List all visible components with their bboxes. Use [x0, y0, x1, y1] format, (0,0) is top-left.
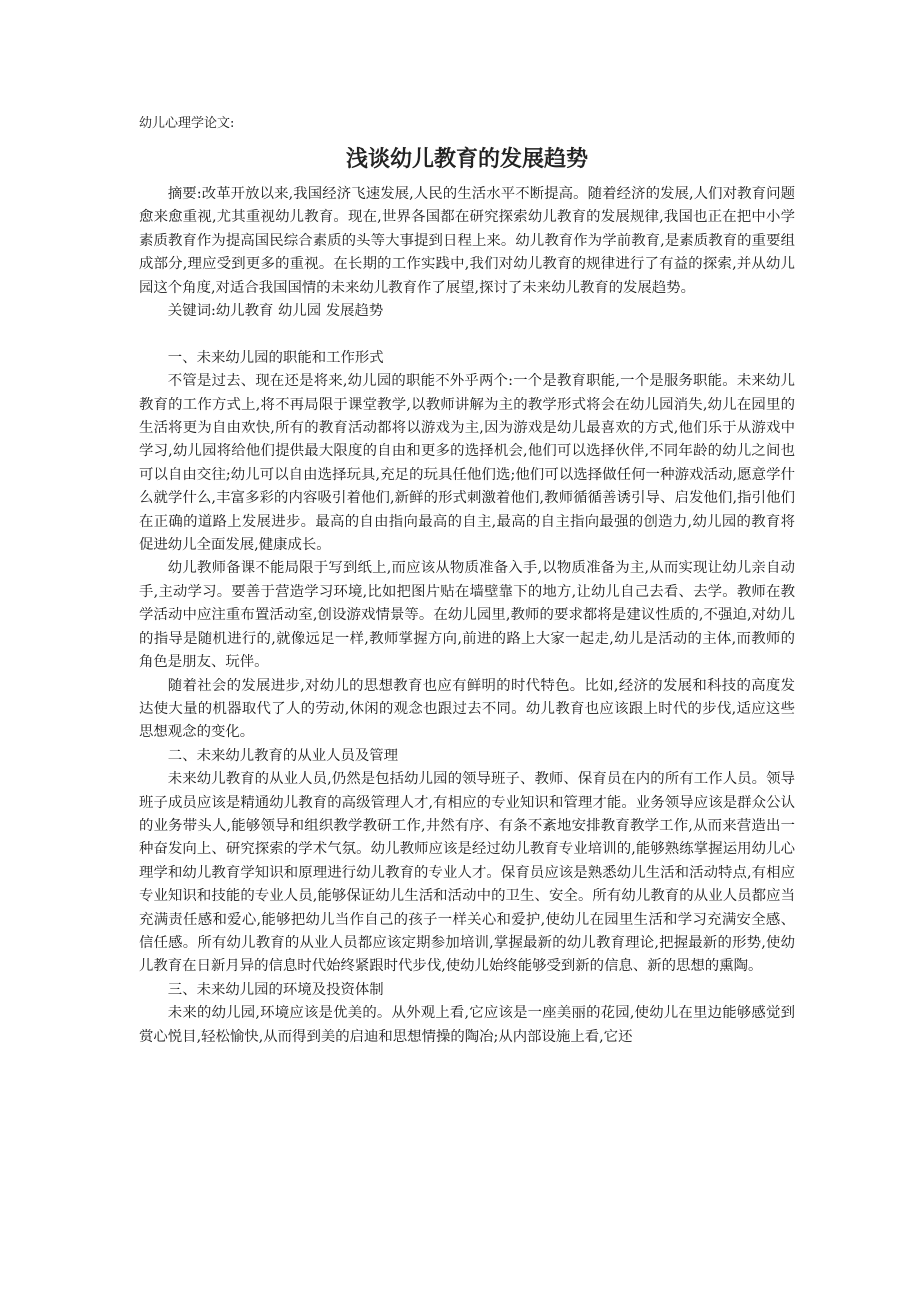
- document-body: [139, 183, 795, 1049]
- section-heading-2: 二、未来幼儿教育的从业人员及管理: [167, 747, 399, 764]
- document-title: 浅谈幼儿教育的发展趋势: [345, 147, 588, 172]
- keywords-line: 关键词:幼儿教育 幼儿园 发展趋势: [167, 303, 384, 320]
- blank-line: [139, 323, 795, 346]
- section3-paragraph-1: 未来的幼儿园,环境应该是优美的。从外观上看,它应该是一座美丽的花园,使幼儿在里边能够感觉到赏心悦目,轻松愉快,从而得到美的启迪和思想情操的陶冶;从内部设施上看,它还: [139, 1005, 795, 1045]
- document-label: 幼儿心理学论文:: [139, 116, 235, 131]
- section-heading-3: 三、未来幼儿园的环境及投资体制: [167, 981, 384, 998]
- section1-paragraph-1: 不管是过去、现在还是将来,幼儿园的职能不外乎两个:一个是教育职能,一个是服务职能。未来幼儿教育的工作方式上,将不再局限于课堂教学,以教师讲解为主的教学形式将会在幼儿园消失,幼儿在园里的生活将更为自由欢快,所有的教育活动都将以游戏为主,因为游戏是幼儿最喜欢的方式,他们乐于从游戏中学习,幼儿园将给他们提供最大限度的自由和更多的选择机会,他们可以选择伙伴,不同年龄的幼儿之间也可以自由交往;幼儿可以自由选择玩具,充足的玩具任他们选;他们可以选择做任何一种游戏活动,愿意学什么就学什么,丰富多彩的内容吸引着他们,新鲜的形式刺激着他们,教师循循善诱引导、启发他们,指引他们在正确的道路上发展进步。最高的自由指向最高的自主,最高的自主指向最强的创造力,幼儿园的教育将促进幼儿全面发展,健康成长。: [139, 373, 795, 554]
- abstract-paragraph: 摘要:改革开放以来,我国经济飞速发展,人民的生活水平不断提高。随着经济的发展,人们对教育问题愈来愈重视,尤其重视幼儿教育。现在,世界各国都在研究探索幼儿教育的发展规律,我国也正在把中小学素质教育作为提高国民综合素质的头等大事提到日程上来。幼儿教育作为学前教育,是素质教育的重要组成部分,理应受到更多的重视。在长期的工作实践中,我们对幼儿教育的规律进行了有益的探索,并从幼儿园这个角度,对适合我国国情的未来幼儿教育作了展望,探讨了未来幼儿教育的发展趋势。: [139, 186, 795, 296]
- section1-paragraph-3: 随着社会的发展进步,对幼儿的思想教育也应有鲜明的时代特色。比如,经济的发展和科技的高度发达使大量的机器取代了人的劳动,休闲的观念也跟过去不同。幼儿教育也应该跟上时代的步伐,适应这些思想观念的变化。: [139, 677, 795, 741]
- section-heading-1: 一、未来幼儿园的职能和工作形式: [167, 349, 384, 366]
- section1-paragraph-2: 幼儿教师备课不能局限于写到纸上,而应该从物质准备入手,以物质准备为主,从而实现让幼儿亲自动手,主动学习。要善于营造学习环境,比如把图片贴在墙壁靠下的地方,让幼儿自己去看、去学。教师在教学活动中应注重布置活动室,创设游戏情景等。在幼儿园里,教师的要求都将是建议性质的,不强迫,对幼儿的指导是随机进行的,就像远足一样,教师掌握方向,前进的路上大家一起走,幼儿是活动的主体,而教师的角色是朋友、玩伴。: [139, 560, 795, 671]
- section2-paragraph-1: 未来幼儿教育的从业人员,仍然是包括幼儿园的领导班子、教师、保育员在内的所有工作人员。领导班子成员应该是精通幼儿教育的高级管理人才,有相应的专业知识和管理才能。业务领导应该是群众公认的业务带头人,能够领导和组织教学教研工作,井然有序、有条不紊地安排教育教学工作,从而来营造出一种奋发向上、研究探索的学术气氛。幼儿教师应该是经过幼儿教育专业培训的,能够熟练掌握运用幼儿心理学和幼儿教育学知识和原理进行幼儿教育的专业人才。保育员应该是熟悉幼儿生活和活动特点,有相应专业知识和技能的专业人员,能够保证幼儿生活和活动中的卫生、安全。所有幼儿教育的从业人员都应当充满责任感和爱心,能够把幼儿当作自己的孩子一样关心和爱护,使幼儿在园里生活和学习充满安全感、信任感。所有幼儿教育的从业人员都应该定期参加培训,掌握最新的幼儿教育理论,把握最新的形势,使幼儿教育在日新月异的信息时代始终紧跟时代步伐,使幼儿始终能够受到新的信息、新的思想的熏陶。: [139, 771, 795, 975]
